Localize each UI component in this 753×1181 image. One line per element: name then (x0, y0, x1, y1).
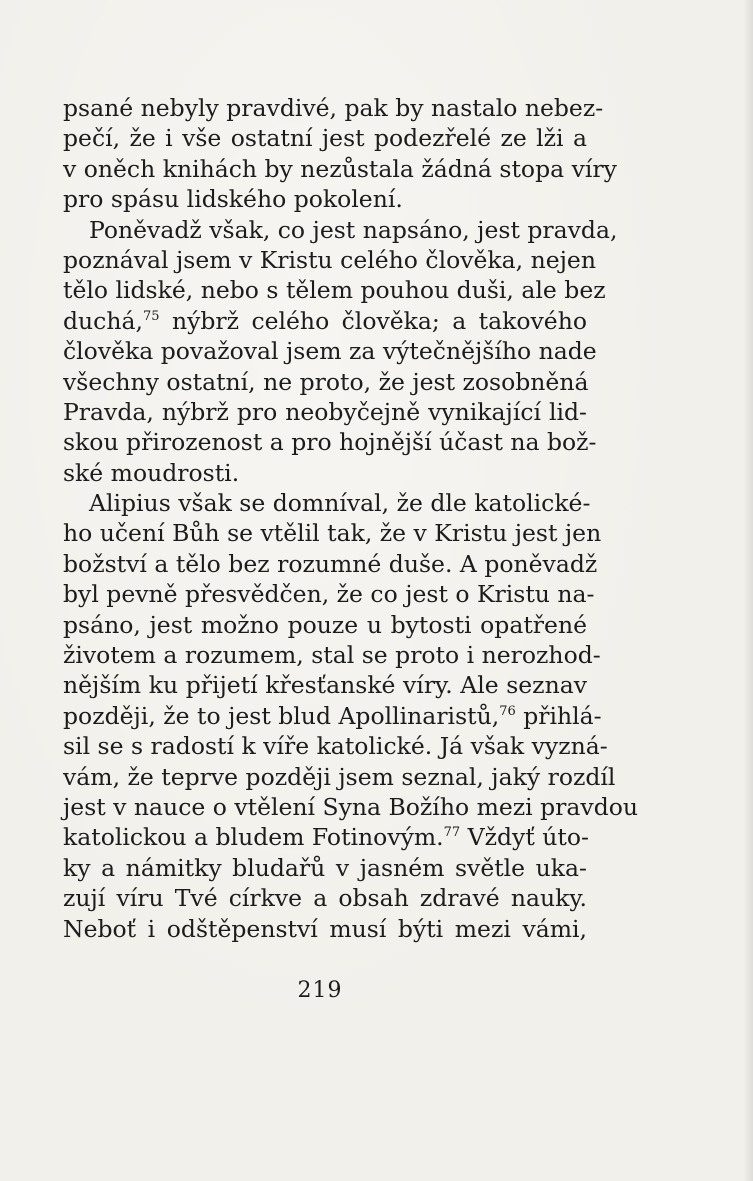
text-line: zují víru Tvé církve a obsah zdravé nauky. (63, 884, 587, 913)
text-line: životem a rozumem, stal se proto i nerozhod- (63, 641, 601, 670)
text-line: pro spásu lidského pokolení. (63, 185, 403, 214)
body-text (63, 93, 639, 944)
text-line: ho učení Bůh se vtělil tak, že v Kristu jest jen (63, 519, 602, 548)
text-line: psané nebyly pravdivé, pak by nastalo nebez- (63, 94, 604, 122)
text-line: ské moudrosti. (63, 458, 240, 487)
text-fragment: později, že to jest blud Apollinaristů, (63, 701, 500, 730)
text-line-with-footnote (63, 822, 587, 852)
footnote-ref-77: 77 (443, 825, 461, 841)
text-line: tělo lidské, nebo s tělem pouhou duši, ale bez (63, 276, 606, 305)
text-line: Pravda, nýbrž pro neobyčejně vynikající lid- (63, 397, 587, 426)
text-line: ky a námitky bludařů v jasném světle uka- (63, 853, 587, 882)
paragraph-start-line: Poněvadž však, co jest napsáno, jest pravda, (89, 215, 618, 244)
text-line: pečí, že i vše ostatní jest podezřelé ze lži a (63, 124, 587, 153)
text-line: skou přirozenost a pro hojnější účast na bož- (63, 428, 597, 457)
text-line: všechny ostatní, ne proto, že jest zosobněná (63, 367, 589, 396)
paragraph-start-line: Alipius však se domníval, že dle katolické- (89, 489, 591, 518)
text-line: božství a tělo bez rozumné duše. A poněvadž (63, 549, 598, 578)
page-edge-shadow (743, 0, 753, 1181)
text-fragment: nýbrž celého člověka; a takového (171, 306, 587, 335)
text-line: psáno, jest možno pouze u bytosti opatřené (63, 610, 587, 639)
text-line: vám, že teprve později jsem seznal, jaký rozdíl (63, 762, 616, 791)
text-line: poznával jsem v Kristu celého člověka, nejen (63, 245, 596, 274)
text-line: sil se s radostí k víře katolické. Já však vyzná- (63, 732, 608, 761)
page-number: 219 (297, 978, 343, 1003)
text-fragment: přihlá- (523, 701, 602, 730)
footnote-ref-76: 76 (499, 703, 516, 719)
text-fragment: Vždyť úto- (467, 823, 589, 852)
text-line: jest v nauce o vtělení Syna Božího mezi pravdou (63, 792, 639, 821)
text-line-with-footnote (63, 701, 602, 731)
text-fragment: duchá, (63, 306, 143, 335)
text-line: nějším ku přijetí křesťanské víry. Ale seznav (63, 671, 587, 700)
footnote-ref-75: 75 (142, 308, 160, 324)
text-line: člověka považoval jsem za výtečnějšího nade (63, 337, 597, 366)
text-line: Neboť i odštěpenství musí býti mezi vámi, (63, 914, 587, 943)
text-line: v oněch knihách by nezůstala žádná stopa víry (63, 154, 617, 183)
text-line: byl pevně přesvědčen, že co jest o Kristu na- (63, 580, 595, 609)
text-line-with-footnote (63, 306, 587, 336)
text-fragment: katolickou a bludem Fotinovým. (63, 823, 444, 852)
